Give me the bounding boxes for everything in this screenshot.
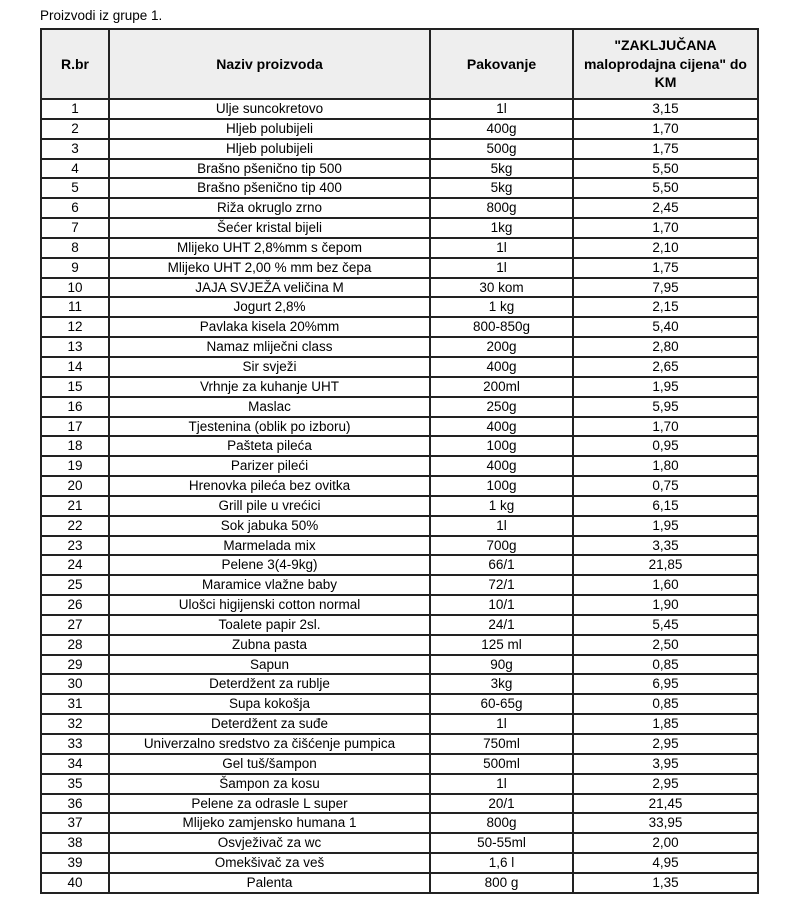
row-number-cell: 17 <box>41 417 109 437</box>
package-cell: 500g <box>430 139 573 159</box>
price-cell: 0,95 <box>573 436 758 456</box>
package-cell: 66/1 <box>430 555 573 575</box>
price-cell: 6,95 <box>573 674 758 694</box>
table-row <box>41 417 758 437</box>
row-number-cell: 22 <box>41 516 109 536</box>
table-row <box>41 119 758 139</box>
price-cell: 3,95 <box>573 754 758 774</box>
price-cell: 1,70 <box>573 417 758 437</box>
row-number-cell: 18 <box>41 436 109 456</box>
product-name-cell: Mlijeko UHT 2,8%mm s čepom <box>109 238 430 258</box>
table-row <box>41 337 758 357</box>
price-cell: 2,00 <box>573 833 758 853</box>
header-locked-retail-price: "ZAKLJUČANA maloprodajna cijena" do KM <box>573 29 758 99</box>
price-cell: 0,85 <box>573 694 758 714</box>
row-number-cell: 37 <box>41 813 109 833</box>
table-row <box>41 99 758 119</box>
row-number-cell: 14 <box>41 357 109 377</box>
package-cell: 5kg <box>430 159 573 179</box>
price-cell: 2,95 <box>573 734 758 754</box>
package-cell: 750ml <box>430 734 573 754</box>
product-name-cell: Brašno pšenično tip 400 <box>109 178 430 198</box>
price-cell: 1,95 <box>573 377 758 397</box>
table-row <box>41 496 758 516</box>
package-cell: 1l <box>430 99 573 119</box>
row-number-cell: 10 <box>41 278 109 298</box>
product-name-cell: Pašteta pileća <box>109 436 430 456</box>
price-cell: 1,90 <box>573 595 758 615</box>
product-name-cell: Ulošci higijenski cotton normal <box>109 595 430 615</box>
row-number-cell: 40 <box>41 873 109 893</box>
price-cell: 1,75 <box>573 258 758 278</box>
package-cell: 1l <box>430 774 573 794</box>
price-cell: 4,95 <box>573 853 758 873</box>
row-number-cell: 8 <box>41 238 109 258</box>
product-name-cell: Sir svježi <box>109 357 430 377</box>
table-row <box>41 258 758 278</box>
price-cell: 21,85 <box>573 555 758 575</box>
price-cell: 33,95 <box>573 813 758 833</box>
table-row <box>41 774 758 794</box>
row-number-cell: 35 <box>41 774 109 794</box>
product-name-cell: Šećer kristal bijeli <box>109 218 430 238</box>
row-number-cell: 28 <box>41 635 109 655</box>
row-number-cell: 26 <box>41 595 109 615</box>
row-number-cell: 16 <box>41 397 109 417</box>
price-cell: 1,95 <box>573 516 758 536</box>
price-cell: 2,65 <box>573 357 758 377</box>
row-number-cell: 11 <box>41 297 109 317</box>
price-cell: 1,70 <box>573 218 758 238</box>
row-number-cell: 30 <box>41 674 109 694</box>
product-name-cell: Tjestenina (oblik po izboru) <box>109 417 430 437</box>
package-cell: 1kg <box>430 218 573 238</box>
package-cell: 1l <box>430 516 573 536</box>
product-name-cell: Riža okruglo zrno <box>109 198 430 218</box>
package-cell: 700g <box>430 536 573 556</box>
package-cell: 200ml <box>430 377 573 397</box>
price-cell: 6,15 <box>573 496 758 516</box>
package-cell: 3kg <box>430 674 573 694</box>
table-row <box>41 436 758 456</box>
product-name-cell: Sapun <box>109 655 430 675</box>
price-cell: 21,45 <box>573 794 758 814</box>
package-cell: 200g <box>430 337 573 357</box>
table-header <box>41 29 758 99</box>
package-cell: 400g <box>430 357 573 377</box>
product-name-cell: Pelene 3(4-9kg) <box>109 555 430 575</box>
table-row <box>41 813 758 833</box>
price-cell: 0,75 <box>573 476 758 496</box>
product-name-cell: Ulje suncokretovo <box>109 99 430 119</box>
package-cell: 800g <box>430 813 573 833</box>
price-cell: 5,50 <box>573 159 758 179</box>
row-number-cell: 24 <box>41 555 109 575</box>
table-row <box>41 536 758 556</box>
product-name-cell: Namaz mliječni class <box>109 337 430 357</box>
package-cell: 10/1 <box>430 595 573 615</box>
package-cell: 30 kom <box>430 278 573 298</box>
price-cell: 2,10 <box>573 238 758 258</box>
table-row <box>41 198 758 218</box>
table-row <box>41 734 758 754</box>
row-number-cell: 1 <box>41 99 109 119</box>
price-cell: 1,35 <box>573 873 758 893</box>
header-product-name: Naziv proizvoda <box>109 29 430 99</box>
package-cell: 5kg <box>430 178 573 198</box>
row-number-cell: 27 <box>41 615 109 635</box>
row-number-cell: 32 <box>41 714 109 734</box>
row-number-cell: 15 <box>41 377 109 397</box>
price-cell: 5,40 <box>573 317 758 337</box>
package-cell: 1,6 l <box>430 853 573 873</box>
product-name-cell: Gel tuš/šampon <box>109 754 430 774</box>
row-number-cell: 12 <box>41 317 109 337</box>
table-row <box>41 615 758 635</box>
product-name-cell: Mlijeko zamjensko humana 1 <box>109 813 430 833</box>
package-cell: 400g <box>430 417 573 437</box>
row-number-cell: 31 <box>41 694 109 714</box>
product-name-cell: Šampon za kosu <box>109 774 430 794</box>
package-cell: 1 kg <box>430 297 573 317</box>
product-name-cell: Maslac <box>109 397 430 417</box>
row-number-cell: 5 <box>41 178 109 198</box>
package-cell: 1l <box>430 714 573 734</box>
table-row <box>41 178 758 198</box>
package-cell: 24/1 <box>430 615 573 635</box>
product-name-cell: Toalete papir 2sl. <box>109 615 430 635</box>
package-cell: 50-55ml <box>430 833 573 853</box>
product-name-cell: Marmelada mix <box>109 536 430 556</box>
row-number-cell: 19 <box>41 456 109 476</box>
table-row <box>41 714 758 734</box>
product-name-cell: Hljeb polubijeli <box>109 139 430 159</box>
table-row <box>41 297 758 317</box>
product-name-cell: Deterdžent za suđe <box>109 714 430 734</box>
package-cell: 1l <box>430 238 573 258</box>
row-number-cell: 25 <box>41 575 109 595</box>
page-title: Proizvodi iz grupe 1. <box>40 8 163 23</box>
products-table <box>40 28 759 894</box>
package-cell: 400g <box>430 119 573 139</box>
product-name-cell: Maramice vlažne baby <box>109 575 430 595</box>
package-cell: 400g <box>430 456 573 476</box>
price-cell: 1,80 <box>573 456 758 476</box>
product-name-cell: Pavlaka kisela 20%mm <box>109 317 430 337</box>
price-cell: 1,75 <box>573 139 758 159</box>
table-row <box>41 853 758 873</box>
row-number-cell: 20 <box>41 476 109 496</box>
row-number-cell: 39 <box>41 853 109 873</box>
header-package: Pakovanje <box>430 29 573 99</box>
product-name-cell: Grill pile u vrećici <box>109 496 430 516</box>
package-cell: 90g <box>430 655 573 675</box>
table-row <box>41 794 758 814</box>
product-name-cell: Brašno pšenično tip 500 <box>109 159 430 179</box>
table-row <box>41 555 758 575</box>
product-name-cell: Mlijeko UHT 2,00 % mm bez čepa <box>109 258 430 278</box>
row-number-cell: 2 <box>41 119 109 139</box>
table-row <box>41 278 758 298</box>
table-row <box>41 516 758 536</box>
product-name-cell: Jogurt 2,8% <box>109 297 430 317</box>
header-row-number: R.br <box>41 29 109 99</box>
price-cell: 2,50 <box>573 635 758 655</box>
table-row <box>41 377 758 397</box>
products-table-body <box>41 99 758 893</box>
price-cell: 5,95 <box>573 397 758 417</box>
table-row <box>41 476 758 496</box>
package-cell: 100g <box>430 476 573 496</box>
price-cell: 3,35 <box>573 536 758 556</box>
row-number-cell: 38 <box>41 833 109 853</box>
package-cell: 800g <box>430 198 573 218</box>
header-row <box>41 29 758 99</box>
product-name-cell: Hljeb polubijeli <box>109 119 430 139</box>
table-row <box>41 238 758 258</box>
row-number-cell: 33 <box>41 734 109 754</box>
table-row <box>41 456 758 476</box>
product-name-cell: Vrhnje za kuhanje UHT <box>109 377 430 397</box>
package-cell: 100g <box>430 436 573 456</box>
product-name-cell: Omekšivač za veš <box>109 853 430 873</box>
table-row <box>41 139 758 159</box>
table-row <box>41 595 758 615</box>
package-cell: 800-850g <box>430 317 573 337</box>
row-number-cell: 13 <box>41 337 109 357</box>
row-number-cell: 36 <box>41 794 109 814</box>
price-cell: 1,85 <box>573 714 758 734</box>
package-cell: 250g <box>430 397 573 417</box>
price-cell: 1,60 <box>573 575 758 595</box>
package-cell: 72/1 <box>430 575 573 595</box>
table-row <box>41 754 758 774</box>
price-cell: 1,70 <box>573 119 758 139</box>
product-name-cell: Parizer pileći <box>109 456 430 476</box>
package-cell: 500ml <box>430 754 573 774</box>
product-name-cell: Zubna pasta <box>109 635 430 655</box>
package-cell: 60-65g <box>430 694 573 714</box>
table-row <box>41 317 758 337</box>
table-row <box>41 674 758 694</box>
price-cell: 3,15 <box>573 99 758 119</box>
row-number-cell: 21 <box>41 496 109 516</box>
table-row <box>41 575 758 595</box>
price-cell: 5,45 <box>573 615 758 635</box>
product-name-cell: Pelene za odrasle L super <box>109 794 430 814</box>
table-row <box>41 218 758 238</box>
package-cell: 1 kg <box>430 496 573 516</box>
row-number-cell: 29 <box>41 655 109 675</box>
product-name-cell: Osvježivač za wc <box>109 833 430 853</box>
table-row <box>41 635 758 655</box>
price-cell: 2,45 <box>573 198 758 218</box>
row-number-cell: 4 <box>41 159 109 179</box>
row-number-cell: 6 <box>41 198 109 218</box>
table-row <box>41 873 758 893</box>
product-name-cell: Univerzalno sredstvo za čišćenje pumpica <box>109 734 430 754</box>
product-name-cell: Palenta <box>109 873 430 893</box>
row-number-cell: 23 <box>41 536 109 556</box>
table-row <box>41 397 758 417</box>
table-row <box>41 833 758 853</box>
product-name-cell: JAJA SVJEŽA veličina M <box>109 278 430 298</box>
table-row <box>41 357 758 377</box>
row-number-cell: 34 <box>41 754 109 774</box>
price-cell: 0,85 <box>573 655 758 675</box>
product-name-cell: Supa kokošja <box>109 694 430 714</box>
package-cell: 1l <box>430 258 573 278</box>
row-number-cell: 3 <box>41 139 109 159</box>
price-cell: 5,50 <box>573 178 758 198</box>
table-row <box>41 159 758 179</box>
product-name-cell: Deterdžent za rublje <box>109 674 430 694</box>
price-cell: 7,95 <box>573 278 758 298</box>
price-cell: 2,80 <box>573 337 758 357</box>
package-cell: 125 ml <box>430 635 573 655</box>
row-number-cell: 7 <box>41 218 109 238</box>
package-cell: 20/1 <box>430 794 573 814</box>
row-number-cell: 9 <box>41 258 109 278</box>
table-row <box>41 694 758 714</box>
table-row <box>41 655 758 675</box>
product-name-cell: Hrenovka pileća bez ovitka <box>109 476 430 496</box>
price-cell: 2,95 <box>573 774 758 794</box>
package-cell: 800 g <box>430 873 573 893</box>
product-name-cell: Sok jabuka 50% <box>109 516 430 536</box>
price-cell: 2,15 <box>573 297 758 317</box>
